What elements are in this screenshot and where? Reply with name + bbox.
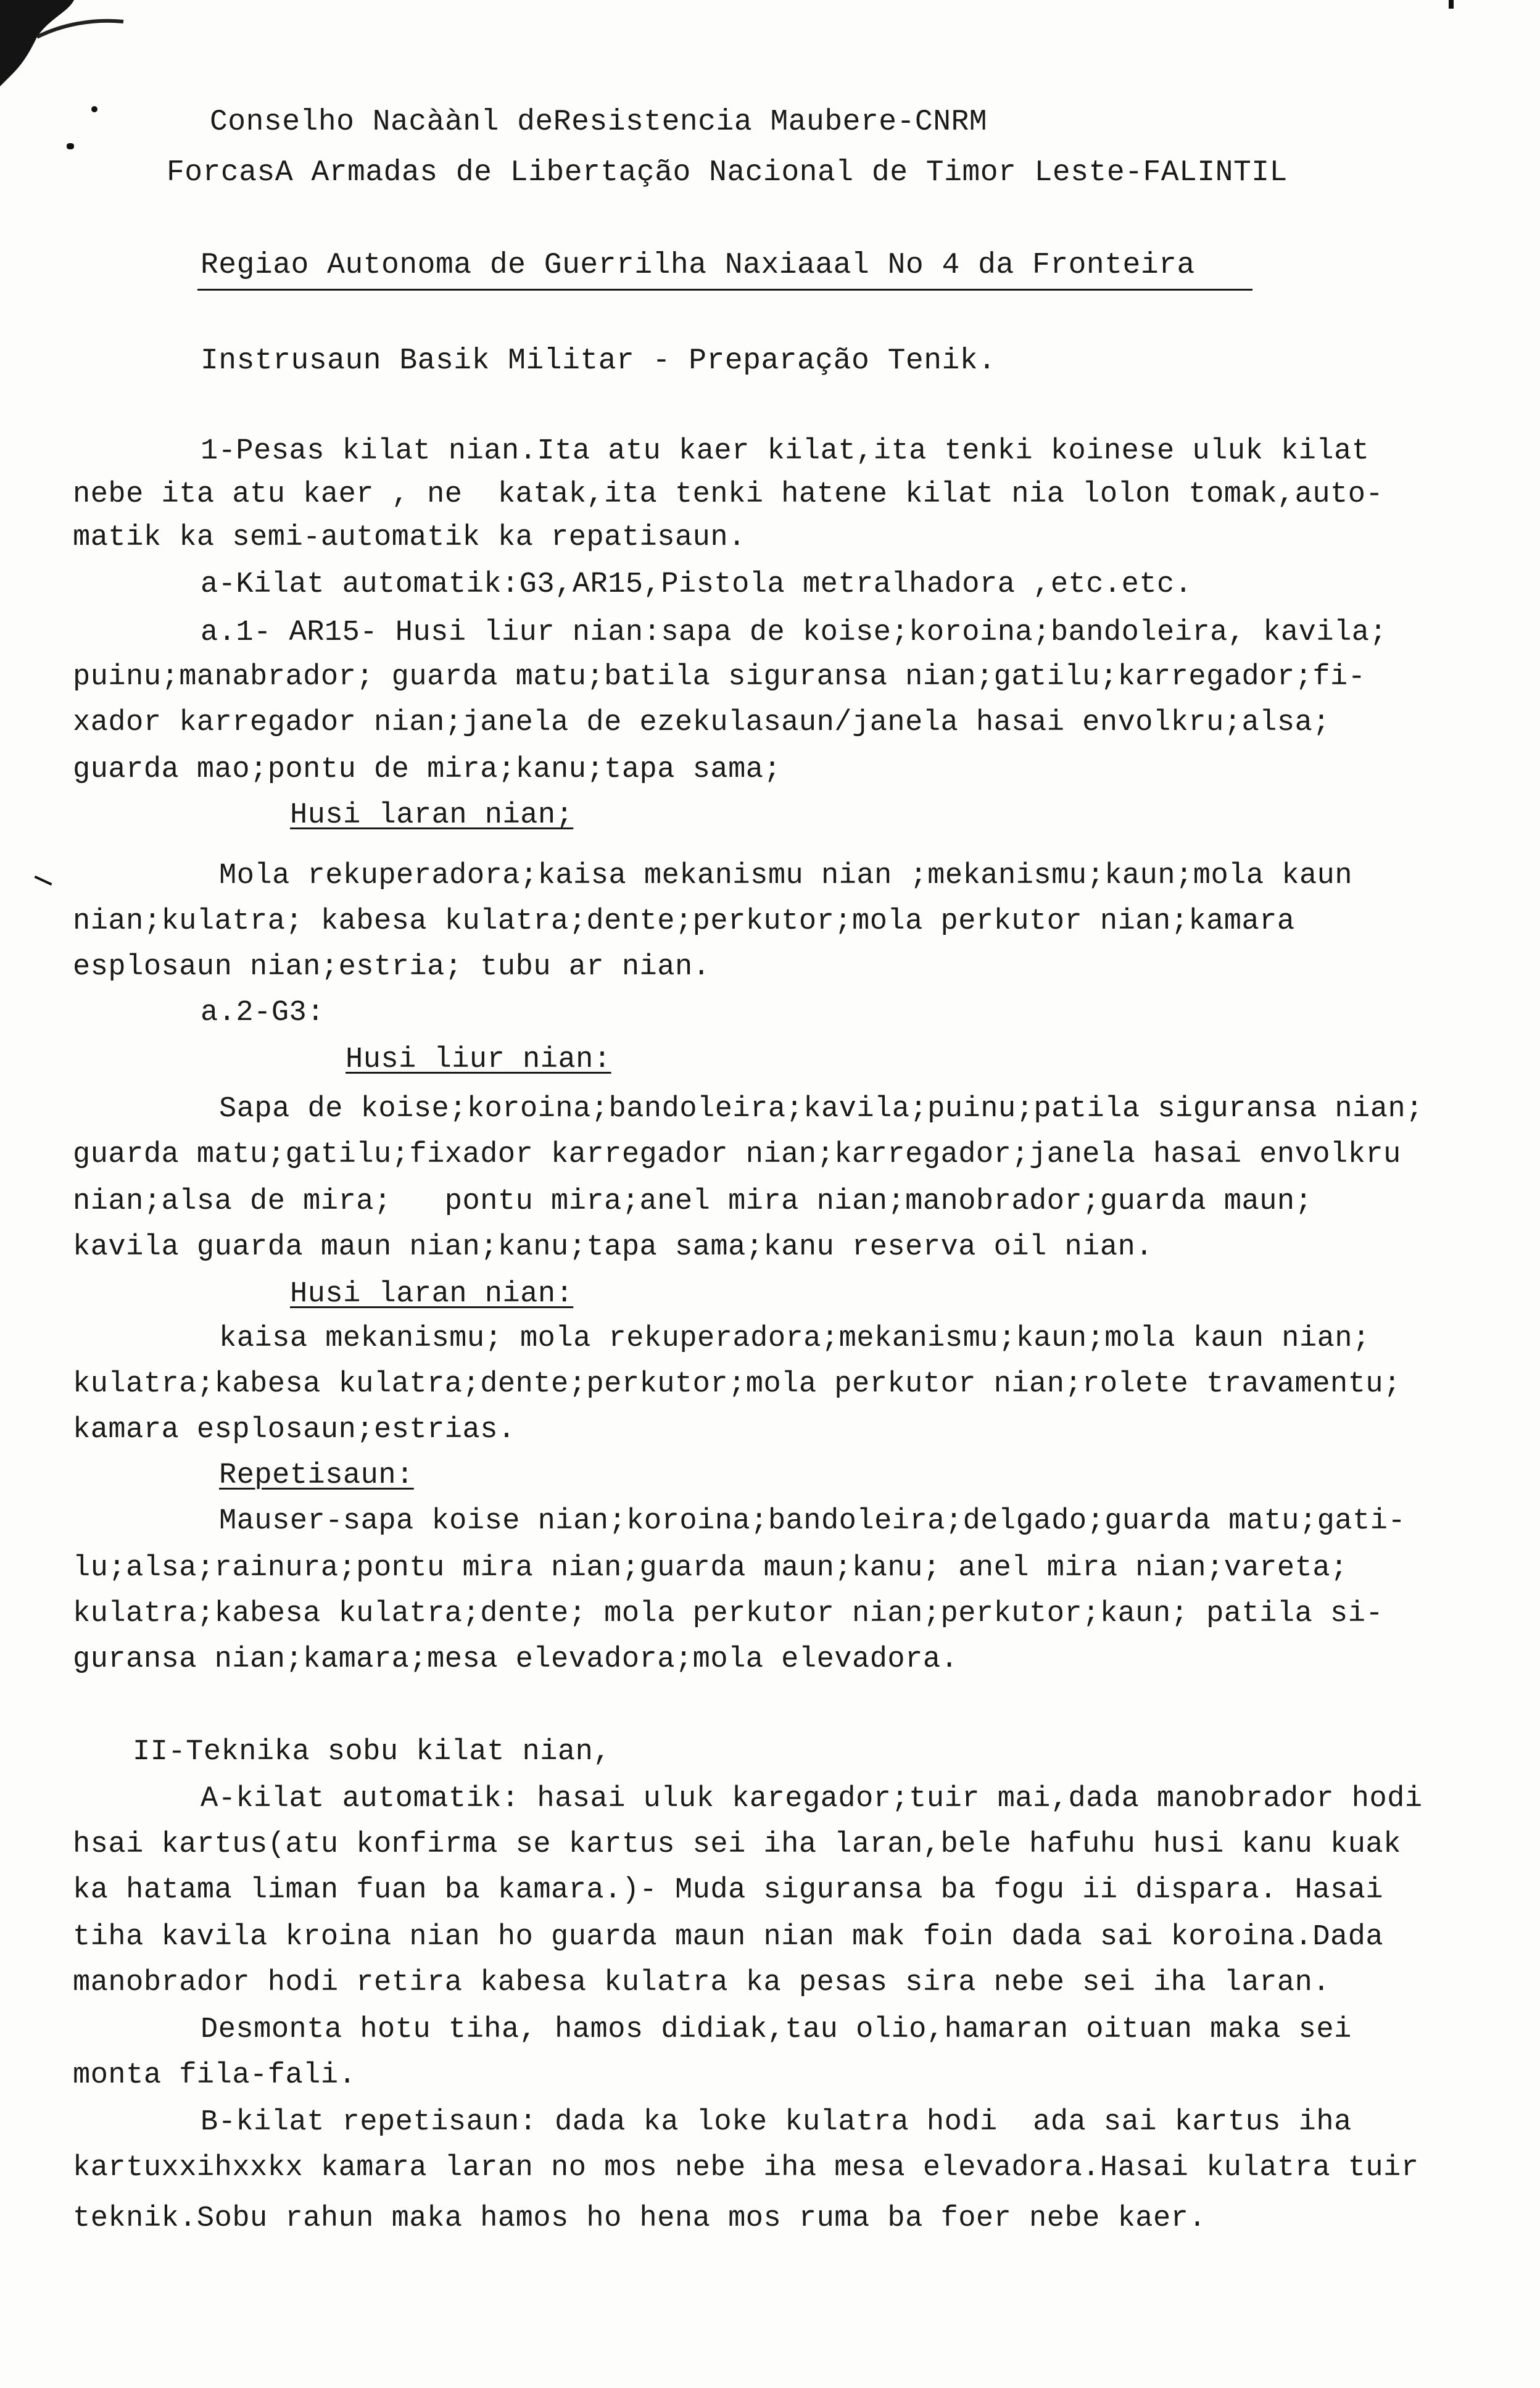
body-line: kartuxxihxxkx kamara laran no mos nebe iha mesa elevadora.Hasai kulatra tuir	[73, 2152, 1419, 2184]
body-line: guransa nian;kamara;mesa elevadora;mola elevadora.	[73, 1643, 959, 1676]
body-line: guarda mao;pontu de mira;kanu;tapa sama;	[73, 753, 782, 786]
section-heading-external-parts: Husi liur nian:	[346, 1043, 611, 1076]
body-line: B-kilat repetisaun: dada ka loke kulatra hodi ada sai kartus iha	[201, 2106, 1352, 2139]
stray-mark	[91, 106, 97, 112]
body-line: nebe ita atu kaer , ne katak,ita tenki hatene kilat nia lolon tomak,auto-	[73, 478, 1384, 511]
body-line: kavila guarda maun nian;kanu;tapa sama;kanu reserva oil nian.	[73, 1231, 1153, 1264]
stray-mark	[1449, 0, 1454, 9]
body-line: kaisa mekanismu; mola rekuperadora;mekanismu;kaun;mola kaun nian;	[219, 1322, 1370, 1355]
body-line: esplosaun nian;estria; tubu ar nian.	[73, 951, 711, 984]
body-line: kulatra;kabesa kulatra;dente;perkutor;mola perkutor nian;rolete travamentu;	[73, 1368, 1401, 1401]
document-subtitle: Instrusaun Basik Militar - Preparação Tenik.	[201, 344, 996, 378]
org-line-falintil: ForcasA Armadas de Libertação Nacional de Timor Leste-FALINTIL	[167, 156, 1288, 189]
region-title: Regiao Autonoma de Guerrilha Naxiaaal No 4 da Fronteira	[201, 249, 1195, 282]
body-line: kamara esplosaun;estrias.	[73, 1414, 516, 1446]
body-line: nian;alsa de mira; pontu mira;anel mira nian;manobrador;guarda maun;	[73, 1185, 1313, 1218]
body-line: manobrador hodi retira kabesa kulatra ka pesas sira nebe sei iha laran.	[73, 1967, 1331, 1999]
body-line: puinu;manabrador; guarda matu;batila siguransa nian;gatilu;karregador;fi-	[73, 661, 1366, 694]
body-line: 1-Pesas kilat nian.Ita atu kaer kilat,ita tenki koinese uluk kilat	[201, 435, 1370, 468]
body-line: matik ka semi-automatik ka repatisaun.	[73, 521, 746, 554]
body-line: teknik.Sobu rahun maka hamos ho hena mos ruma ba foer nebe kaer.	[73, 2202, 1207, 2235]
org-line-cnrm: Conselho Nacàànl deResistencia Maubere-CNRM	[210, 106, 988, 139]
stray-mark	[67, 143, 74, 149]
scan-blot-icon	[0, 0, 160, 93]
body-line: lu;alsa;rainura;pontu mira nian;guarda maun;kanu; anel mira nian;vareta;	[73, 1552, 1348, 1585]
stray-mark	[35, 876, 52, 885]
section-heading-repetition: Repetisaun:	[219, 1459, 414, 1492]
body-line: xador karregador nian;janela de ezekulasaun/janela hasai envolkru;alsa;	[73, 707, 1331, 739]
body-line: Mauser-sapa koise nian;koroina;bandoleira;delgado;guarda matu;gati-	[219, 1505, 1406, 1538]
section-heading-disassembly: II-Teknika sobu kilat nian,	[133, 1736, 611, 1768]
body-line: Mola rekuperadora;kaisa mekanismu nian ;mekanismu;kaun;mola kaun	[219, 860, 1353, 892]
section-heading-internal-parts: Husi laran nian;	[290, 799, 574, 832]
region-title-underline	[197, 289, 1252, 291]
body-line: kulatra;kabesa kulatra;dente; mola perkutor nian;perkutor;kaun; patila si-	[73, 1598, 1384, 1630]
body-line: tiha kavila kroina nian ho guarda maun nian mak foin dada sai koroina.Dada	[73, 1921, 1384, 1954]
body-line: a.2-G3:	[201, 997, 325, 1029]
body-line: Desmonta hotu tiha, hamos didiak,tau olio,hamaran oituan maka sei	[201, 2013, 1352, 2046]
section-heading-internal-parts-g3: Husi laran nian:	[290, 1278, 574, 1311]
body-line: ka hatama liman fuan ba kamara.)- Muda siguransa ba fogu ii dispara. Hasai	[73, 1874, 1384, 1907]
body-line: hsai kartus(atu konfirma se kartus sei iha laran,bele hafuhu husi kanu kuak	[73, 1828, 1401, 1861]
body-line: Sapa de koise;koroina;bandoleira;kavila;puinu;patila siguransa nian;	[219, 1093, 1423, 1126]
body-line: guarda matu;gatilu;fixador karregador nian;karregador;janela hasai envolkru	[73, 1138, 1401, 1171]
body-line: nian;kulatra; kabesa kulatra;dente;perkutor;mola perkutor nian;kamara	[73, 905, 1295, 938]
body-line: monta fila-fali.	[73, 2059, 357, 2092]
body-line: a.1- AR15- Husi liur nian:sapa de koise;koroina;bandoleira, kavila;	[201, 616, 1388, 649]
body-line: A-kilat automatik: hasai uluk karegador;tuir mai,dada manobrador hodi	[201, 1783, 1423, 1815]
body-line: a-Kilat automatik:G3,AR15,Pistola metralhadora ,etc.etc.	[201, 568, 1193, 601]
